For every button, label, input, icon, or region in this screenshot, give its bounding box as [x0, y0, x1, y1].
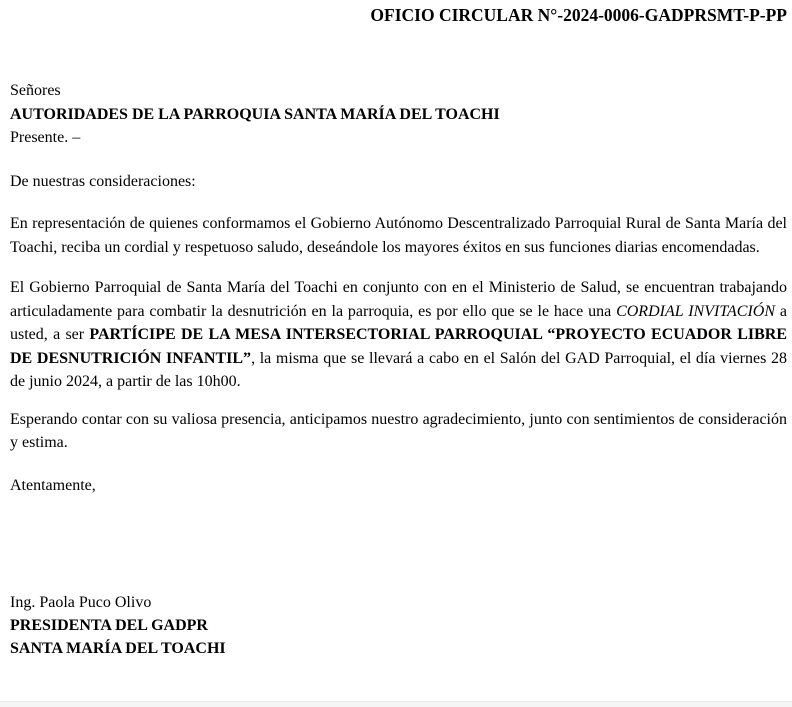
signature-block: [10, 591, 787, 660]
text-segment-regular: , la misma que se llevará a cabo en el Salón del GAD Parroquial, el día viernes 28 de junio 2024, a partir de las 10h00.: [10, 349, 787, 390]
closing-line: Atentamente,: [10, 476, 96, 494]
recipient-salutation: Señores: [10, 82, 61, 99]
text-segment-regular: a usted, a ser: [10, 302, 788, 343]
signatory-title: PRESIDENTA DEL GADPR: [10, 617, 208, 634]
body-paragraphs: [10, 212, 787, 455]
text-segment-regular: Esperando contar con su valiosa presencia, anticipamos nuestro agradecimiento, junto con sentimientos de consideración y estima.: [10, 410, 787, 451]
text-segment-bold: PARTÍCIPE DE LA MESA INTERSECTORIAL PARROQUIAL “PROYECTO ECUADOR LIBRE DE DESNUTRICIÓN INFANTIL”: [10, 326, 788, 367]
paragraph-invitation: [10, 276, 787, 394]
greeting-line: De nuestras consideraciones:: [10, 172, 196, 190]
signatory-entity: SANTA MARÍA DEL TOACHI: [10, 640, 226, 657]
paragraph-thanks: [10, 408, 787, 455]
recipient-name: AUTORIDADES DE LA PARROQUIA SANTA MARÍA DEL TOACHI: [10, 105, 500, 123]
text-segment-regular: El Gobierno Parroquial de Santa María del Toachi en conjunto con en el Ministerio de Salud, se encuentran trabajando articuladamente para combatir la desnutrición en la parroquia, es por ello que se le hace una: [10, 279, 787, 320]
recipient-presente: Presente. –: [10, 129, 81, 146]
paragraph-intro: [10, 212, 787, 259]
signatory-name: Ing. Paola Puco Olivo: [10, 594, 152, 611]
text-segment-regular: En representación de quienes conformamos el Gobierno Autónomo Descentralizado Parroquial Rural de Santa María del Toachi, reciba un cordial y respetuoso saludo, deseándole los mayores éxitos en sus funciones diarias encomendadas.: [10, 215, 787, 256]
document-title: OFICIO CIRCULAR N°-2024-0006-GADPRSMT-P-PP: [370, 5, 787, 25]
recipient-block: [10, 79, 787, 150]
page-edge-strip: [0, 701, 792, 707]
text-segment-italic: CORDIAL INVITACIÓN: [616, 302, 776, 320]
